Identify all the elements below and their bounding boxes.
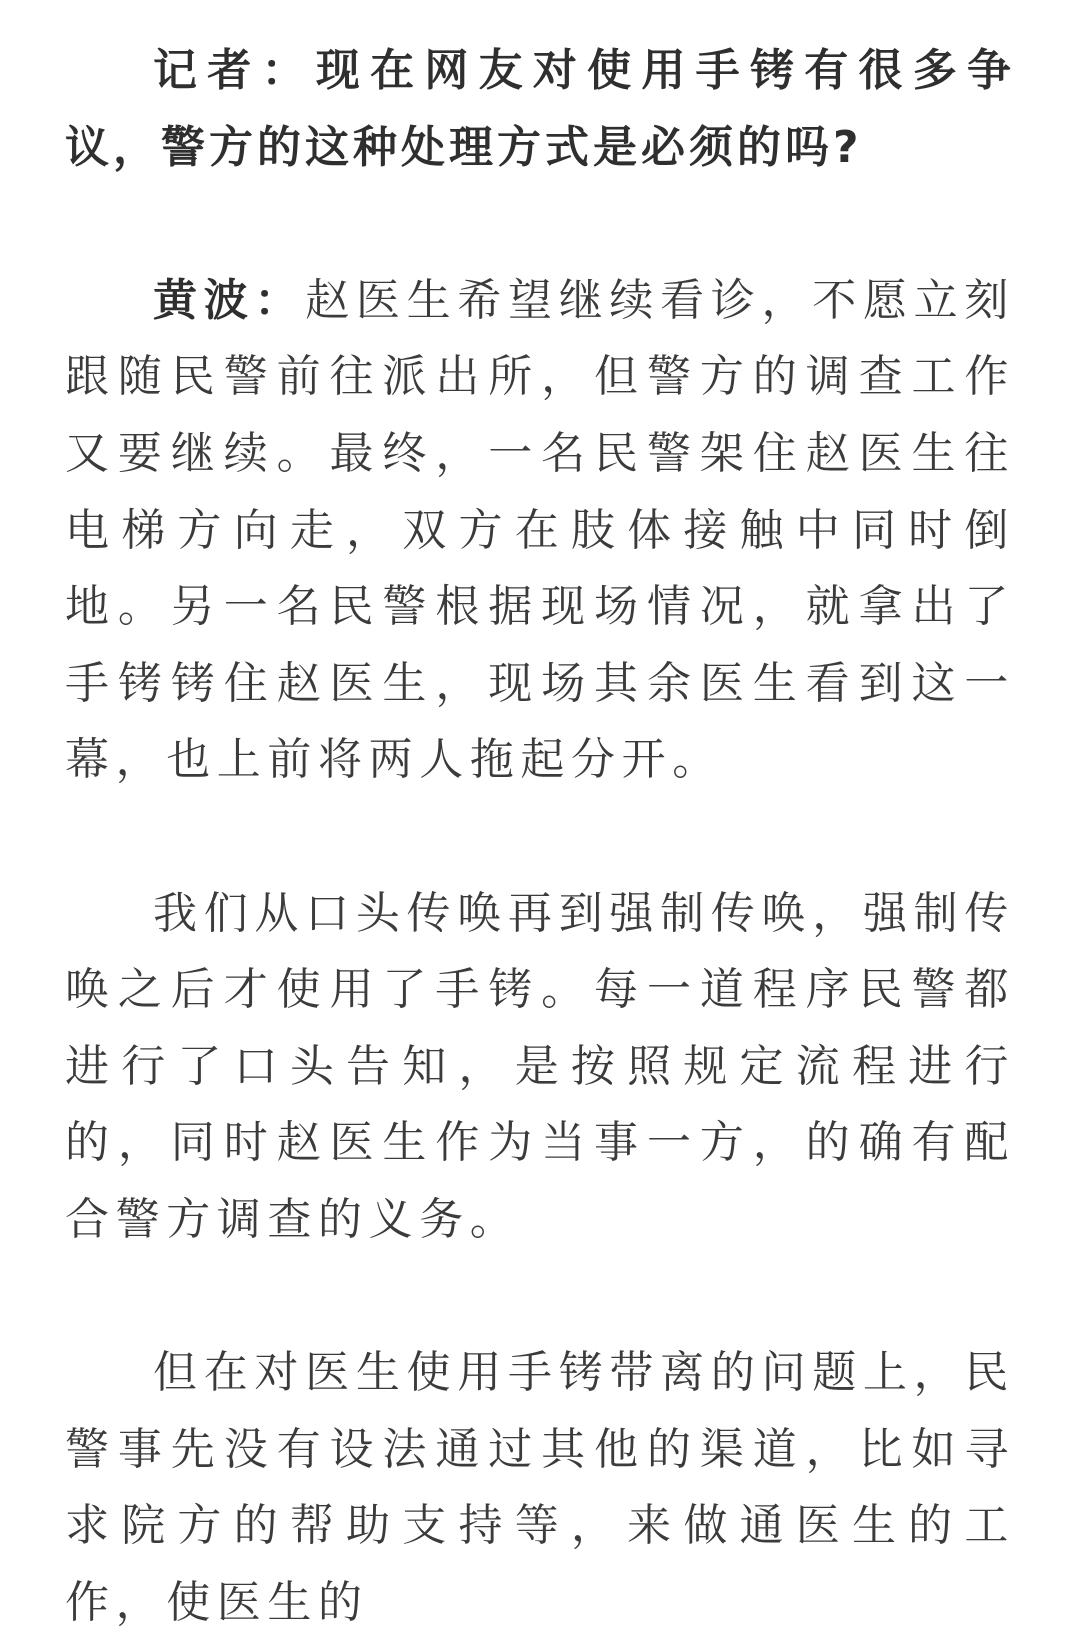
- answer-text: 赵医生希望继续看诊，不愿立刻跟随民警前往派出所，但警方的调查工作又要继续。最终，一名民警架住赵医生往电梯方向走，双方在肢体接触中同时倒地。另一名民警根据现场情况，就拿出了手铐铐住赵医生，现场其余医生看到这一幕，也上前将两人拖起分开。: [65, 274, 1015, 786]
- question-text: 现在网友对使用手铐有很多争议，警方的这种处理方式是必须的吗?: [65, 45, 1016, 173]
- body-paragraph-3: 但在对医生使用手铐带离的问题上，民警事先没有设法通过其他的渠道，比如寻求院方的帮助支持等，来做通医生的工作，使医生的: [65, 1347, 1015, 1628]
- body-paragraph-2: 我们从口头传唤再到强制传唤，强制传唤之后才使用了手铐。每一道程序民警都进行了口头告知，是按照规定流程进行的，同时赵医生作为当事一方，的确有配合警方调查的义务。: [65, 887, 1015, 1245]
- reporter-question-paragraph: [65, 33, 1015, 186]
- speaker-label: 黄波：: [153, 274, 306, 326]
- answer-paragraph: [65, 263, 1015, 799]
- reporter-label: 记者：: [153, 45, 316, 96]
